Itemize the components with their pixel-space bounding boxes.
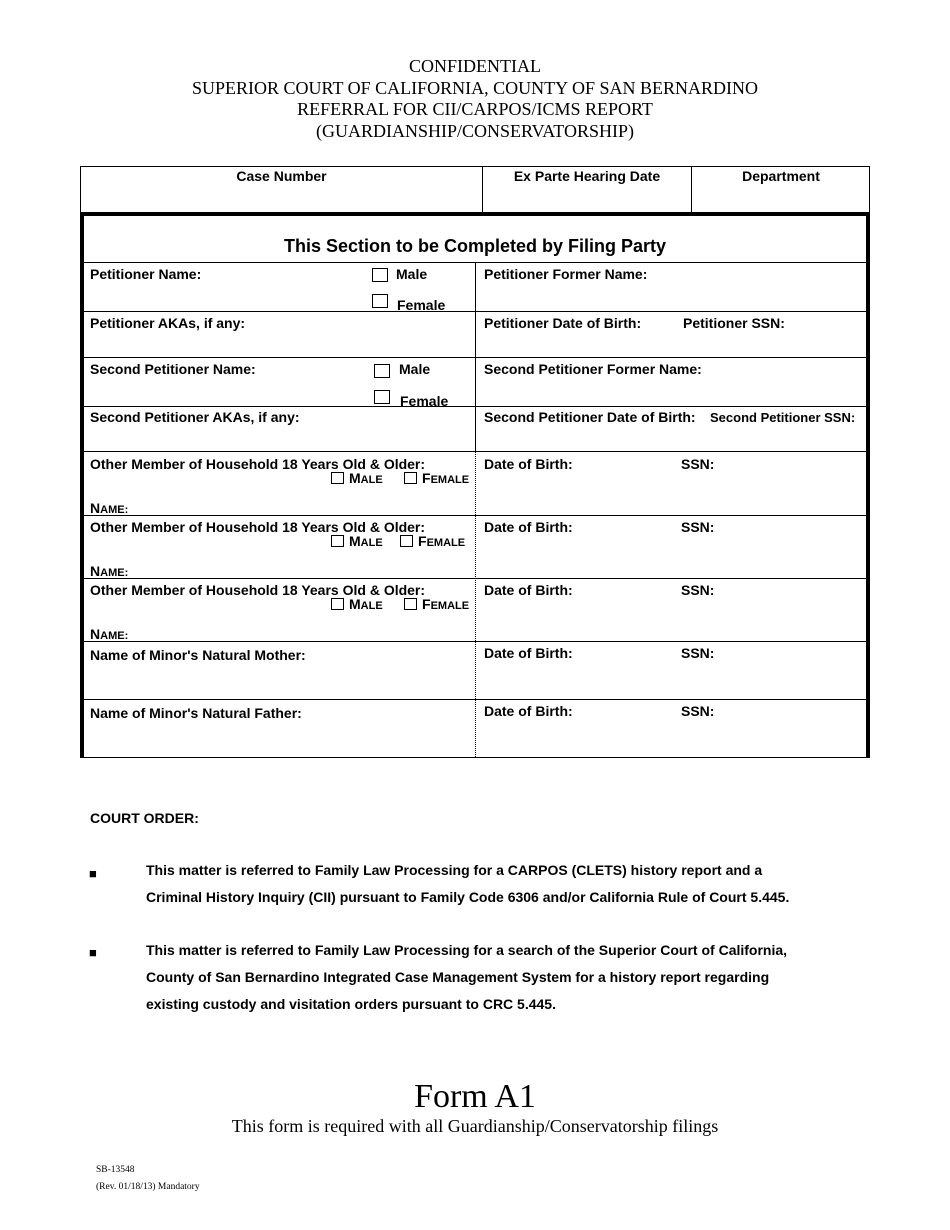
court-order-heading: COURT ORDER: xyxy=(90,810,199,826)
second-petitioner-female-checkbox[interactable] xyxy=(374,390,390,404)
minor-mother-dob-label: Date of Birth: xyxy=(484,645,573,661)
case-number-field[interactable] xyxy=(81,167,482,214)
second-petitioner-male-checkbox[interactable] xyxy=(374,364,390,378)
bullet-icon: ■ xyxy=(89,866,97,881)
household-member-3-male-checkbox[interactable] xyxy=(331,598,344,610)
household-member-1-male-checkbox[interactable] xyxy=(331,472,344,484)
header-type: (GUARDIANSHIP/CONSERVATORSHIP) xyxy=(316,120,634,141)
header-referral: REFERRAL FOR CII/CARPOS/ICMS REPORT xyxy=(297,99,653,119)
department-label: Department xyxy=(742,168,820,184)
section-title: This Section to be Completed by Filing Party xyxy=(283,236,667,256)
household-member-2-female-checkbox[interactable] xyxy=(400,535,413,547)
form-title: Form A1 xyxy=(414,1078,536,1115)
form-code: SB-13548 xyxy=(96,1165,135,1175)
household-member-3-male-label: MALE xyxy=(349,596,383,612)
petitioner-name-label: Petitioner Name: xyxy=(90,266,202,282)
second-petitioner-male-label: Male xyxy=(399,361,431,377)
court-order-item-1-line-1: This matter is referred to Family Law Processing for a CARPOS (CLETS) history report and a xyxy=(146,862,763,878)
header-court: SUPERIOR COURT OF CALIFORNIA, COUNTY OF SAN BERNARDINO xyxy=(192,77,758,98)
household-member-2-name-label: NAME: xyxy=(90,563,129,579)
household-member-3-ssn-label: SSN: xyxy=(681,582,715,598)
household-member-3-name-label: NAME: xyxy=(90,626,129,642)
household-member-2-ssn-label: SSN: xyxy=(681,519,715,535)
household-member-3-female-checkbox[interactable] xyxy=(404,598,417,610)
household-member-1-ssn-label: SSN: xyxy=(681,456,715,472)
petitioner-male-checkbox[interactable] xyxy=(372,268,388,282)
household-member-2-label: Other Member of Household 18 Years Old & Older: xyxy=(90,519,426,535)
household-member-2-female-label: FEMALE xyxy=(418,533,466,549)
court-order-item-2-line-3: existing custody and visitation orders pursuant to CRC 5.445. xyxy=(146,996,556,1012)
form-revision: (Rev. 01/18/13) Mandatory xyxy=(96,1182,200,1192)
petitioner-female-label: Female xyxy=(397,297,446,313)
ex-parte-date-field[interactable] xyxy=(482,167,691,214)
household-member-3-label: Other Member of Household 18 Years Old & Older: xyxy=(90,582,426,598)
second-petitioner-former-name-label: Second Petitioner Former Name: xyxy=(484,361,702,377)
column-divider-dotted xyxy=(475,451,476,757)
filing-party-section xyxy=(80,212,870,758)
household-member-1-female-label: FEMALE xyxy=(422,470,470,486)
court-order-item-1-line-2: Criminal History Inquiry (CII) pursuant to Family Code 6306 and/or California Rule of Court 5.445. xyxy=(146,889,790,905)
second-petitioner-female-label: Female xyxy=(400,393,449,409)
petitioner-female-checkbox[interactable] xyxy=(372,294,388,308)
petitioner-former-name-label: Petitioner Former Name: xyxy=(484,266,648,282)
household-member-1-male-label: MALE xyxy=(349,470,383,486)
second-petitioner-akas-label: Second Petitioner AKAs, if any: xyxy=(90,409,300,425)
second-petitioner-dob-label: Second Petitioner Date of Birth: xyxy=(484,409,696,425)
household-member-1-label: Other Member of Household 18 Years Old & Older: xyxy=(90,456,426,472)
petitioner-akas-label: Petitioner AKAs, if any: xyxy=(90,315,246,331)
petitioner-ssn-label: Petitioner SSN: xyxy=(683,315,785,331)
household-member-3-dob-label: Date of Birth: xyxy=(484,582,573,598)
household-member-2-male-label: MALE xyxy=(349,533,383,549)
court-order-item-2 xyxy=(146,937,866,1018)
court-order-item-2-line-2: County of San Bernardino Integrated Case Management System for a history report regarding xyxy=(146,969,770,985)
household-member-3-female-label: FEMALE xyxy=(422,596,470,612)
ex-parte-date-label: Ex Parte Hearing Date xyxy=(513,168,661,184)
minor-father-ssn-label: SSN: xyxy=(681,703,715,719)
household-member-2-male-checkbox[interactable] xyxy=(331,535,344,547)
household-member-1-female-checkbox[interactable] xyxy=(404,472,417,484)
household-member-2-dob-label: Date of Birth: xyxy=(484,519,573,535)
department-field[interactable] xyxy=(691,167,870,214)
petitioner-dob-label: Petitioner Date of Birth: xyxy=(484,315,642,331)
minor-father-label: Name of Minor's Natural Father: xyxy=(90,705,302,721)
column-divider xyxy=(475,262,476,451)
household-member-1-dob-label: Date of Birth: xyxy=(484,456,573,472)
bullet-icon: ■ xyxy=(89,945,97,960)
form-subtitle: This form is required with all Guardianship/Conservatorship filings xyxy=(231,1116,719,1136)
court-order-item-2-line-1: This matter is referred to Family Law Processing for a search of the Superior Court of California, xyxy=(146,942,788,958)
petitioner-male-label: Male xyxy=(396,266,428,282)
second-petitioner-ssn-label: Second Petitioner SSN: xyxy=(710,410,856,425)
second-petitioner-name-label: Second Petitioner Name: xyxy=(90,361,256,377)
minor-mother-label: Name of Minor's Natural Mother: xyxy=(90,647,306,663)
minor-mother-ssn-label: SSN: xyxy=(681,645,715,661)
household-member-1-name-label: NAME: xyxy=(90,500,129,516)
case-number-label: Case Number xyxy=(236,168,327,184)
minor-father-dob-label: Date of Birth: xyxy=(484,703,573,719)
header-confidential: CONFIDENTIAL xyxy=(409,56,541,76)
form-header xyxy=(0,56,950,142)
court-order-item-1 xyxy=(146,857,866,911)
case-info-table xyxy=(80,166,870,213)
